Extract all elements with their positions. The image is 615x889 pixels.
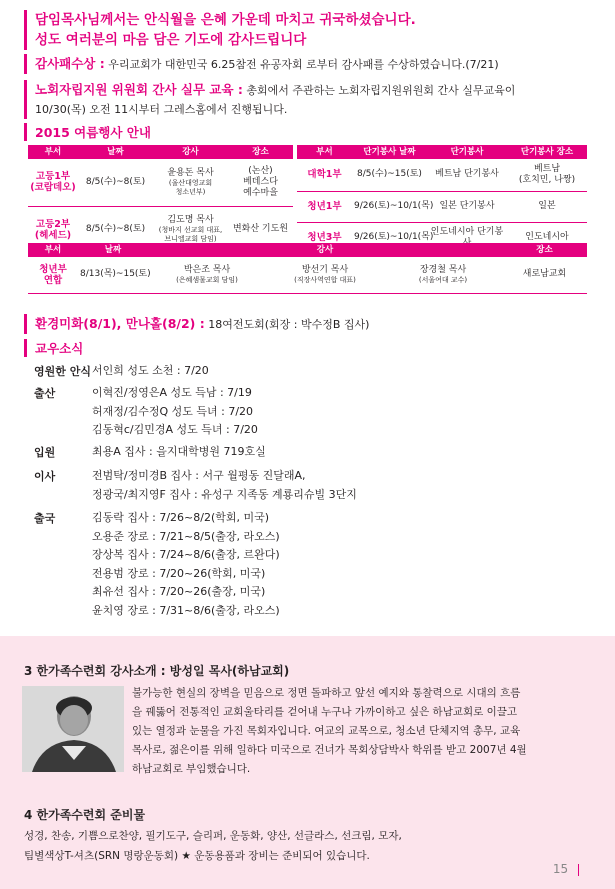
summer-title: 2015 여름행사 안내 bbox=[24, 123, 151, 141]
dept-name: 청년1부 bbox=[297, 191, 352, 222]
event-date: 8/5(수)~8(토) bbox=[78, 206, 153, 253]
announcement-line-2: 성도 여러분의 마음 담은 기도에 감사드립니다 bbox=[35, 32, 307, 48]
news-label: 이사 bbox=[34, 470, 56, 483]
list-item: 전범탁/정미경B 집사 : 서구 월평동 진달래A, bbox=[92, 469, 306, 482]
retreat-items bbox=[24, 826, 599, 866]
items-line: 팀별색상T-셔츠(SRN 명랑운동회) ★ 운동용품과 장비는 준비되어 있습니다. bbox=[24, 850, 370, 862]
t1-header-date: 날짜 bbox=[78, 145, 153, 159]
speaker-sub: 브니엘교회 담임) bbox=[164, 235, 217, 243]
t3-header-speaker: 강사 bbox=[148, 243, 502, 257]
t2-header-dept: 부서 bbox=[297, 145, 352, 159]
items-line: 성경, 찬송, 기쁨으로찬양, 필기도구, 슬리퍼, 운동화, 양산, 선글라스, 선크림, 모자, bbox=[24, 830, 402, 842]
list-item: 김동락 집사 : 7/26~8/2(학회, 미국) bbox=[92, 511, 270, 524]
t1-header-place: 장소 bbox=[228, 145, 293, 159]
list-item: 이혁진/정영은A 성도 득남 : 7/19 bbox=[92, 386, 252, 399]
speaker-name: 방선기 목사 bbox=[301, 264, 349, 275]
speaker-bio bbox=[132, 684, 600, 779]
speaker-sub: (청바지 선교회 대표, bbox=[158, 226, 223, 234]
list-item: 전용범 장로 : 7/20~26(학회, 미국) bbox=[92, 566, 266, 580]
table-row bbox=[28, 257, 587, 293]
table-row bbox=[297, 159, 587, 191]
event-date: 8/5(수)~15(토) bbox=[352, 159, 427, 191]
cleanup-text: 18여전도회(회장 : 박수정B 집사) bbox=[208, 318, 370, 331]
t3-header-place: 장소 bbox=[502, 243, 587, 257]
event-date: 8/5(수)~8(토) bbox=[78, 159, 153, 206]
service-name: 인도네시아 단기봉 bbox=[427, 222, 507, 253]
news-values bbox=[92, 443, 266, 462]
speaker-photo bbox=[22, 686, 124, 772]
bio-line: 하남교회로 부임했습니다. bbox=[132, 763, 251, 775]
news-label: 영원한 안식 bbox=[34, 365, 91, 378]
training-text-2: 10/30(목) 오전 11시부터 그레스홈에서 진행됩니다. bbox=[35, 103, 288, 116]
t2-header-place: 단기봉사 장소 bbox=[507, 145, 587, 159]
page-number bbox=[553, 862, 579, 876]
speaker-name: 박은조 목사 bbox=[183, 264, 231, 275]
page-number-text: 15 bbox=[552, 862, 569, 876]
t3-header-dept: 부서 bbox=[28, 243, 78, 257]
award-text: 우리교회가 대한민국 6.25참전 유공자회 로부터 감사패를 수상하였습니다.(7/21) bbox=[108, 58, 499, 71]
news-values bbox=[92, 384, 258, 440]
place: 베트남 bbox=[533, 163, 561, 174]
list-item: 최용A 집사 : 을지대학병원 719호실 bbox=[92, 445, 266, 458]
list-item: 서인희 성도 소천 : 7/20 bbox=[92, 364, 209, 377]
news-values bbox=[92, 467, 357, 504]
news-label: 출국 bbox=[34, 512, 56, 525]
speaker-sub: (직장사역연합 대표) bbox=[294, 275, 356, 284]
award-title: 감사패수상 : bbox=[35, 56, 105, 71]
event-date: 9/26(토)~10/1(목) bbox=[352, 191, 427, 222]
list-item: 최유선 집사 : 7/20~26(출장, 미국) bbox=[92, 585, 266, 598]
list-item: 김동혁c/김민경A 성도 득녀 : 7/20 bbox=[92, 423, 258, 436]
list-item: 장상복 집사 : 7/24~8/6(출장, 르완다) bbox=[92, 548, 280, 561]
t2-header-service: 단기봉사 bbox=[427, 145, 507, 159]
training-title: 노회자립지원 위원회 간사 실무 교육 : bbox=[35, 82, 243, 97]
announcement-line-1: 담임목사님께서는 안식월을 은혜 가운데 마치고 귀국하셨습니다. bbox=[35, 12, 416, 28]
dept-name: 대학1부 bbox=[297, 159, 352, 191]
news-label: 입원 bbox=[34, 446, 56, 459]
t2-header-date: 단기봉사 날짜 bbox=[352, 145, 427, 159]
dept-name: 청년3부 bbox=[297, 222, 352, 253]
training-notice bbox=[24, 80, 599, 119]
list-item: 정광국/최지영F 집사 : 유성구 지족동 계룡리슈빌 3단지 bbox=[92, 487, 357, 501]
speaker-sub: (울산대영교회 bbox=[168, 178, 213, 187]
announcement bbox=[24, 10, 594, 50]
speaker-name: 장경철 목사 bbox=[419, 264, 467, 275]
news-values bbox=[92, 509, 280, 620]
retreat-speaker-title: 3 한가족수련회 강사소개 : 방성일 목사(하남교회) bbox=[24, 664, 290, 678]
dept-sub: (헤세드) bbox=[34, 229, 72, 241]
service-name: 베트남 단기봉사 bbox=[427, 159, 507, 191]
place: 베데스다 bbox=[243, 176, 278, 187]
place: 예수마을 bbox=[243, 187, 278, 198]
place: 새로남교회 bbox=[502, 257, 587, 293]
bio-line: 불가능한 현실의 장벽을 믿음으로 정면 돌파하고 앞선 예지와 통찰력으로 시대의 흐름 bbox=[132, 687, 521, 699]
speaker-name: 윤용돈 목사 bbox=[167, 167, 214, 178]
dept-name: 청년부 bbox=[39, 263, 67, 275]
bio-line: 있는 열정과 눈물을 가진 목회자입니다. 여교의 교목으로, 청소년 단체지역 총무, 교육 bbox=[132, 725, 521, 737]
table-row bbox=[297, 191, 587, 222]
news-values bbox=[92, 362, 209, 381]
page-number-divider bbox=[578, 864, 579, 876]
cleanup-notice bbox=[24, 314, 594, 334]
speaker-sub: (은혜샘물교회 담임) bbox=[176, 275, 238, 284]
training-text-1: 총회에서 주관하는 노회자립지원위원회 간사 실무교육이 bbox=[246, 84, 516, 97]
dept-name: 고등1부 bbox=[35, 171, 71, 183]
speaker-name: 김도명 목사 bbox=[167, 215, 214, 225]
summer-table-2 bbox=[297, 145, 587, 254]
t1-header-speaker: 강사 bbox=[153, 145, 228, 159]
place: 변화산 기도원 bbox=[228, 206, 293, 253]
award-notice bbox=[24, 54, 594, 74]
dept-sub: 연합 bbox=[43, 274, 63, 286]
news-title: 교우소식 bbox=[24, 339, 83, 357]
dept-sub: (코람데오) bbox=[30, 182, 76, 194]
event-date: 9/26(토)~10/1(목) bbox=[352, 222, 427, 253]
speaker-sub: (서울여대 교수) bbox=[418, 275, 468, 284]
list-item: 오용준 장로 : 7/21~8/5(출장, 라오스) bbox=[92, 529, 280, 543]
summer-table-1 bbox=[28, 145, 293, 254]
dept-name: 고등2부 bbox=[35, 218, 71, 230]
cleanup-title: 환경미화(8/1), 만나홀(8/2) : bbox=[35, 316, 205, 331]
place: 인도네시아 bbox=[507, 222, 587, 253]
bio-line: 을 꿰뚫어 전통적인 교회울타리를 걷어내 누구나 가까이하고 싶은 하남교회로 이끌고 bbox=[132, 706, 518, 718]
bio-line: 목사로, 젊은이를 위해 일하다 미국으로 건너가 목회상담박사 학위를 받고 2007년 4월 bbox=[132, 744, 527, 756]
retreat-items-title: 4 한가족수련회 준비물 bbox=[24, 808, 146, 822]
table-row bbox=[28, 159, 293, 206]
t3-header-date: 날짜 bbox=[78, 243, 148, 257]
summer-table-3 bbox=[28, 243, 587, 294]
place: (호치민, 나짱) bbox=[518, 174, 576, 185]
speaker-sub: 청소년부) bbox=[175, 187, 206, 196]
event-date: 8/13(목)~15(토) bbox=[78, 257, 148, 293]
t1-header-dept: 부서 bbox=[28, 145, 78, 159]
speaker-portrait-image bbox=[22, 686, 124, 772]
service-name: 일본 단기봉사 bbox=[427, 191, 507, 222]
list-item: 허재정/김수정Q 성도 득녀 : 7/20 bbox=[92, 404, 254, 418]
place: (논산) bbox=[248, 165, 273, 176]
news-label: 출산 bbox=[34, 387, 56, 400]
place: 일본 bbox=[507, 191, 587, 222]
list-item: 윤치영 장로 : 7/31~8/6(출장, 라오스) bbox=[92, 603, 280, 617]
